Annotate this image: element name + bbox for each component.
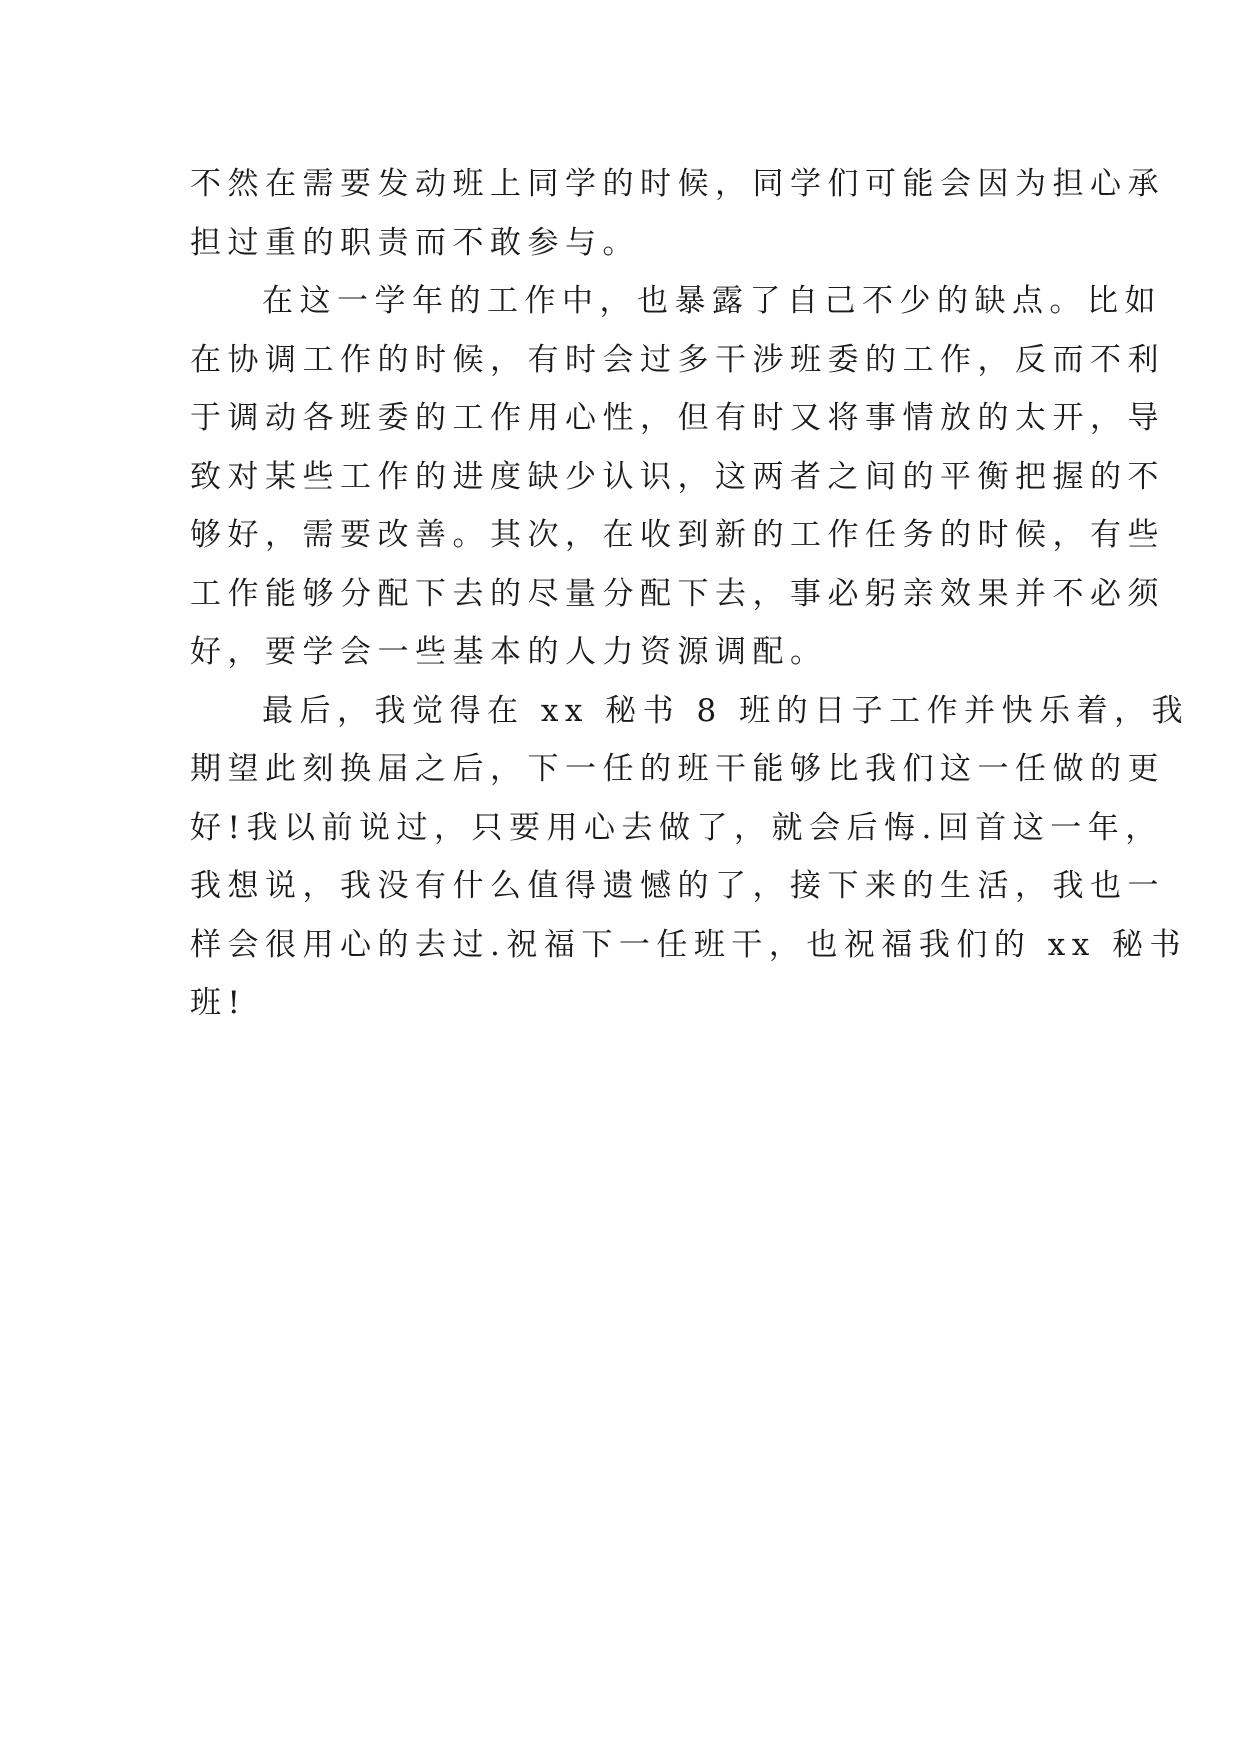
text-line: 不然在需要发动班上同学的时候，同学们可能会因为担心承: [190, 166, 1165, 202]
text-line: 好!我以前说过，只要用心去做了，就会后悔.回首这一年，: [190, 809, 1163, 846]
text-line: 好，要学会一些基本的人力资源调配。: [190, 634, 828, 670]
text-line: 工作能够分配下去的尽量分配下去，事必躬亲效果并不必须: [190, 575, 1165, 612]
paragraph-start-line: 最后，我觉得在 xx 秘书 8 班的日子工作并快乐着，我: [262, 692, 1190, 729]
text-line: 担过重的职责而不敢参与。: [190, 224, 640, 261]
text-line: 于调动各班委的工作用心性，但有时又将事情放的太开，导: [190, 400, 1165, 436]
text-line: 样会很用心的去过.祝福下一任班干，也祝福我们的 xx 秘书: [190, 926, 1188, 963]
text-line: 够好，需要改善。其次，在收到新的工作任务的时候，有些: [190, 517, 1165, 553]
paragraph-start-line: 在这一学年的工作中，也暴露了自己不少的缺点。比如: [262, 283, 1162, 319]
text-line: 致对某些工作的进度缺少认识，这两者之间的平衡把握的不: [190, 458, 1165, 495]
text-line: 班!: [190, 985, 247, 1021]
text-line: 在协调工作的时候，有时会过多干涉班委的工作，反而不利: [190, 341, 1165, 378]
text-line: 我想说，我没有什么值得遗憾的了，接下来的生活，我也一: [190, 868, 1165, 904]
body-text: [190, 155, 1190, 1033]
text-line: 期望此刻换届之后，下一任的班干能够比我们这一任做的更: [190, 751, 1165, 787]
